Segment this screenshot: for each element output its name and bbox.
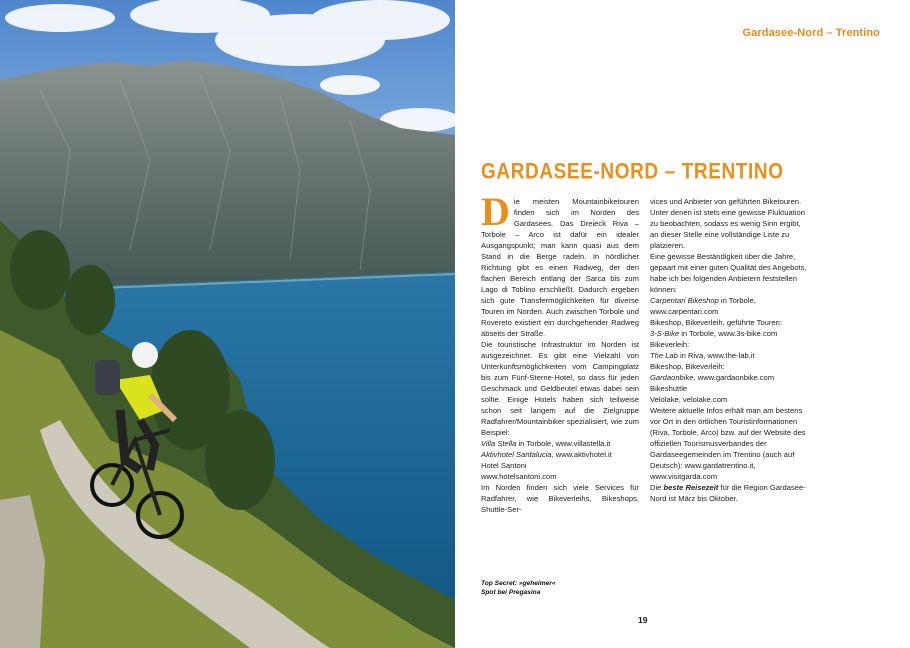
intro-paragraph: Die meisten Mountainbiketouren finden sich im Norden des Gardasees. Das Dreieck Riva – Torbole – Arco ist dafür ein idealer Ausgangspunkt; man kann quasi aus dem Stand in die Berge radeln. In nördlicher Richtung gibt es einen Radweg, der den flachen Bereich entlang der Sarca bis zum Lago di Toblino erschließt. Dadurch ergeben sich gute Transfermöglichkeiten für diverse Touren im Norden. Auch zwischen Torbole und Rovereto existiert ein durchgehender Radweg abseits der Straße. [481,189,639,338]
photo-caption: Top Secret: »geheimer« Spot bei Pregasina [481,580,556,596]
text-column-left [481,189,639,515]
travel-season-paragraph: Die beste Reisezeit für die Region Gardasee-Nord ist März bis Oktober. [650,483,806,503]
provider-item: Carpentari Bikeshop in Torbole, [650,296,756,305]
provider-item: 3-S-Bike in Torbole, www.3s-bike.com [650,329,778,338]
drop-cap: D [481,189,510,234]
text-column-right [650,196,810,504]
services-paragraph: Im Norden finden sich viele Services für Radfahrer, wie Bikeverleihs, Bikeshops, Shuttle-Ser- [481,483,639,514]
services-continued: vices und Anbieter von geführten Biketouren. Unter denen ist stets eine gewisse Fluktuation zu beobachten, sodass es wenig Sinn ergibt, an dieser Stelle eine vollständige Liste zu platzieren. [650,197,805,250]
hotel-url: www.hotelsantoni.com [481,472,557,481]
provider-item: Velolake, velolake.com [650,395,728,404]
provider-desc: Bikeshop, Bikeverleih, geführte Touren: [650,318,782,327]
chapter-title: GARDASEE-NORD – TRENTINO [481,160,784,185]
hotel-item: Hotel Santoni [481,461,527,470]
provider-url: www.carpentari.com [650,307,719,316]
providers-intro: Eine gewisse Beständigkeit über die Jahre, gepaart mit einer guten Qualität des Angebots, habe ich bei folgenden Anbietern feststellen können: [650,252,807,294]
running-head: Gardasee-Nord – Trentino [742,27,880,39]
provider-desc: Bikeverleih: [650,340,690,349]
tourist-info-paragraph: Weitere aktuelle Infos erhält man am bestens vor Ort in den örtlichen Touristinformationen (Riva, Torbole, Arco) bzw. auf der Website des offiziellen Tourismusverbandes der Gardaseegemeinden im Trentino (auch auf Deutsch): www.gardatrentino.it, www.visitgarda.com [650,406,806,481]
provider-desc: Bikeshop, Bikeverleih: [650,362,725,371]
provider-item: Gardaonbike, www.gardaonbike.com [650,373,775,382]
hotel-item: Aktivhotel Santalucia, www.aktivhotel.it [481,450,612,459]
provider-desc: Bikeshuttle [650,384,688,393]
provider-item: The Lab in Riva, www.the-lab.it [650,351,755,360]
infrastructure-paragraph: Die touristische Infrastruktur im Norden ist ausgezeichnet. Es gibt eine Vielzahl von Unterkunftsmöglichkeiten vom Campingplatz bis zum Fünf-Sterne-Hotel, so dass für jeden Geschmack und Geldbeutel etwas dabei sein sollte. Einige Hotels haben sich teilweise schon seit langem auf die Zielgruppe Radfahrer/Mountainbiker spezialisiert, wie zum Beispiel: [481,340,639,437]
page-number: 19 [638,615,648,625]
hotel-item: Villa Stella in Torbole, www.villastella.it [481,439,611,448]
